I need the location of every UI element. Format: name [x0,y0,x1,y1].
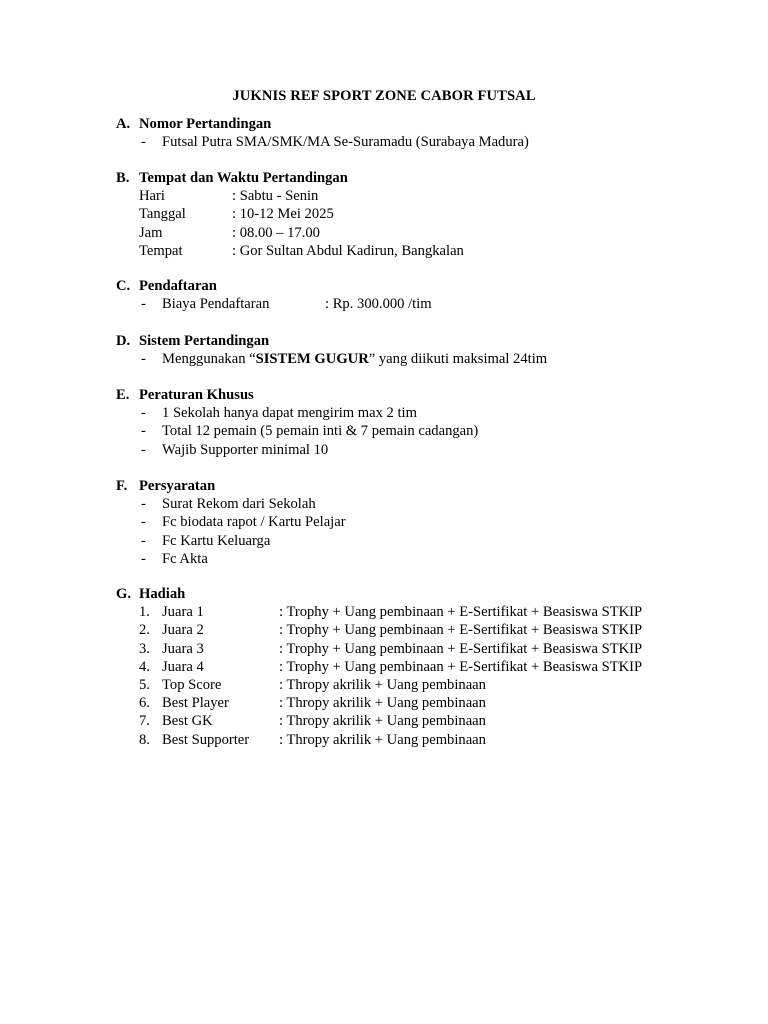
section-letter: B. [116,170,130,186]
bullet-dash: - [141,441,146,458]
section-title: Persyaratan [139,478,216,494]
document-title: JUKNIS REF SPORT ZONE CABOR FUTSAL [232,88,536,104]
bullet-dash: - [141,496,146,513]
prize-number: 2. [139,622,150,639]
list-item-text: Fc biodata rapot / Kartu Pelajar [162,514,346,531]
list-item [116,295,736,313]
list-item-text: Total 12 pemain (5 pemain inti & 7 pemain cadangan) [162,423,479,440]
bullet-dash: - [141,532,146,549]
bullet-dash: - [141,514,146,531]
prize-number: 7. [139,713,150,730]
section-letter: D. [116,333,131,349]
section-heading [116,477,736,495]
prize-value: : Trophy + Uang pembinaan + E-Sertifikat + Beasiswa STKIP [279,640,643,657]
detail-row [116,242,736,260]
section-b [116,169,736,260]
bullet-dash: - [141,351,146,368]
detail-label: Tanggal [139,206,186,223]
section-title: Hadiah [139,586,186,602]
prize-row [116,658,736,676]
prize-row [116,712,736,730]
section-title: Nomor Pertandingan [139,116,272,132]
prize-row [116,621,736,639]
prize-number: 1. [139,604,150,621]
list-item-text: Futsal Putra SMA/SMK/MA Se-Suramadu (Surabaya Madura) [162,134,529,151]
prize-name: Best GK [162,713,213,730]
list-item [116,513,736,531]
prize-value: : Thropy akrilik + Uang pembinaan [279,713,486,730]
detail-row [116,187,736,205]
prize-value: : Trophy + Uang pembinaan + E-Sertifikat + Beasiswa STKIP [279,622,643,639]
section-letter: E. [116,387,130,403]
prize-row [116,676,736,694]
section-heading [116,169,736,187]
system-prefix: Menggunakan “ [162,351,256,368]
prize-row [116,694,736,712]
prize-name: Juara 1 [162,604,204,621]
list-item [116,550,736,568]
prize-value: : Thropy akrilik + Uang pembinaan [279,676,486,693]
bullet-dash: - [141,405,146,422]
prize-row [116,731,736,749]
bullet-dash: - [141,423,146,440]
detail-row [116,205,736,223]
list-item [116,532,736,550]
section-heading [116,277,736,295]
section-f [116,477,736,568]
detail-label: Tempat [139,242,183,259]
system-suffix: ” yang diikuti maksimal 24tim [368,351,548,368]
detail-label: Hari [139,188,165,205]
prize-name: Juara 4 [162,658,204,675]
detail-row [116,224,736,242]
section-title: Pendaftaran [139,278,217,294]
prize-value: : Thropy akrilik + Uang pembinaan [279,695,486,712]
prize-name: Juara 3 [162,640,204,657]
detail-label: Jam [139,224,163,241]
section-letter: G. [116,586,131,602]
prize-name: Best Supporter [162,731,250,748]
list-item-text: Fc Kartu Keluarga [162,532,271,549]
prize-name: Juara 2 [162,622,204,639]
section-letter: F. [116,478,128,494]
list-item [116,350,736,368]
section-e [116,386,736,459]
section-c [116,277,736,313]
prize-number: 5. [139,676,150,693]
prize-value: : Trophy + Uang pembinaan + E-Sertifikat + Beasiswa STKIP [279,604,643,621]
system-emphasis: SISTEM GUGUR [255,351,369,368]
section-title: Peraturan Khusus [139,387,254,403]
section-a [116,115,736,151]
list-item-text: Wajib Supporter minimal 10 [162,441,329,458]
prize-value: : Thropy akrilik + Uang pembinaan [279,731,486,748]
list-item-text: Fc Akta [162,550,208,567]
prize-row [116,603,736,621]
list-item [116,404,736,422]
prize-name: Best Player [162,695,229,712]
list-item [116,495,736,513]
prize-name: Top Score [162,676,222,693]
list-item [116,133,736,151]
detail-value: : 10-12 Mei 2025 [232,206,334,223]
section-letter: C. [116,278,131,294]
bullet-dash: - [141,550,146,567]
detail-value: : Gor Sultan Abdul Kadirun, Bangkalan [232,242,464,259]
section-heading [116,332,736,350]
section-title: Tempat dan Waktu Pertandingan [139,170,348,186]
prize-number: 6. [139,695,150,712]
section-title: Sistem Pertandingan [139,333,270,349]
list-item-text: Surat Rekom dari Sekolah [162,496,316,513]
section-g [116,585,736,749]
section-heading [116,585,736,603]
fee-value: : Rp. 300.000 /tim [325,296,432,313]
bullet-dash: - [141,296,146,313]
prize-row [116,640,736,658]
bullet-dash: - [141,134,146,151]
section-d [116,332,736,368]
section-letter: A. [116,116,131,132]
section-heading [116,115,736,133]
detail-value: : 08.00 – 17.00 [232,224,320,241]
section-heading [116,386,736,404]
prize-number: 3. [139,640,150,657]
list-item [116,441,736,459]
list-item [116,422,736,440]
prize-value: : Trophy + Uang pembinaan + E-Sertifikat + Beasiswa STKIP [279,658,643,675]
list-item-text: 1 Sekolah hanya dapat mengirim max 2 tim [162,405,417,422]
list-item-text [162,350,547,368]
detail-value: : Sabtu - Senin [232,188,319,205]
prize-number: 4. [139,658,150,675]
prize-number: 8. [139,731,150,748]
fee-label: Biaya Pendaftaran [162,296,270,313]
